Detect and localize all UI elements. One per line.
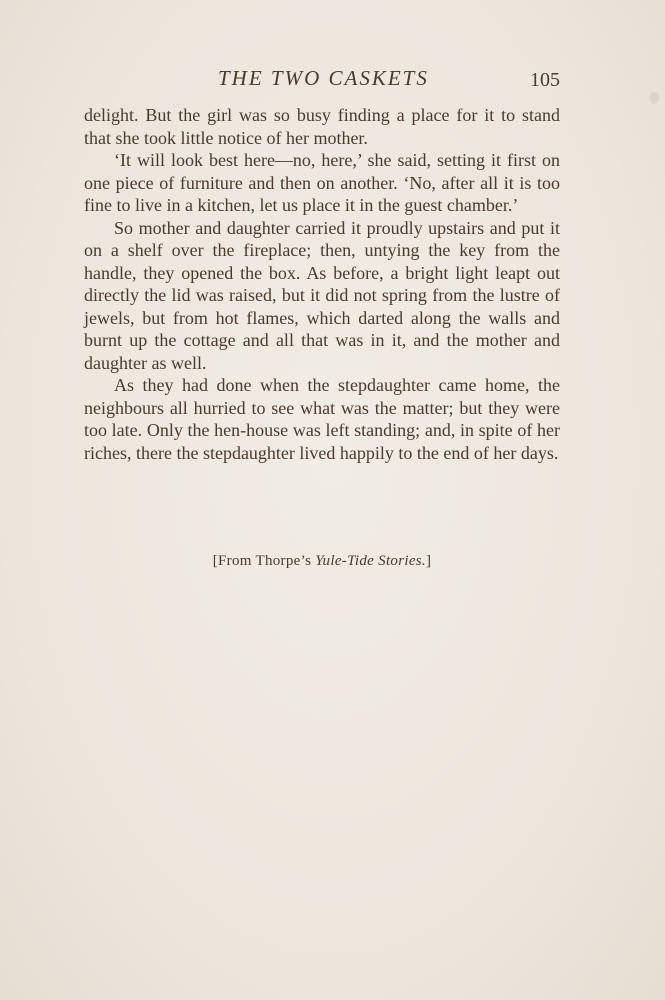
- page-header: [84, 66, 560, 96]
- source-title: Yule-Tide Stories.: [315, 553, 426, 569]
- page-edge-stain: [649, 92, 659, 104]
- source-prefix: [From Thorpe’s: [212, 553, 316, 569]
- running-title: THE TWO CASKETS: [218, 66, 429, 90]
- paragraph-fire: So mother and daughter carried it proudly upstairs and put it on a shelf over the fireplace; then, untying the key from the handle, they opened the box. As before, a bright light leapt out directly the lid was raised, but it did not spring from the lustre of jewels, but from hot flames, which darted along the walls and burnt up the cottage and all that was in it, and the mother and daughter as well.: [84, 217, 560, 373]
- source-attribution: [84, 553, 560, 570]
- body-text: [84, 104, 560, 464]
- paragraph-dialogue: ‘It will look best here—no, here,’ she said, setting it first on one piece of furniture and then on another. ‘No, after all it is too fine to live in a kitchen, let us place it in the guest chamber.’: [84, 150, 560, 215]
- paragraph-continuation: delight. But the girl was so busy finding a place for it to stand that she took little notice of her mother.: [84, 105, 560, 148]
- page-number: 105: [530, 69, 560, 91]
- paragraph-ending: As they had done when the stepdaughter came home, the neighbours all hurried to see what was the matter; but they were too late. Only the hen-house was left standing; and, in spite of her riches, there the stepdaughter lived happily to the end of her days.: [84, 375, 560, 463]
- source-suffix: ]: [425, 553, 432, 569]
